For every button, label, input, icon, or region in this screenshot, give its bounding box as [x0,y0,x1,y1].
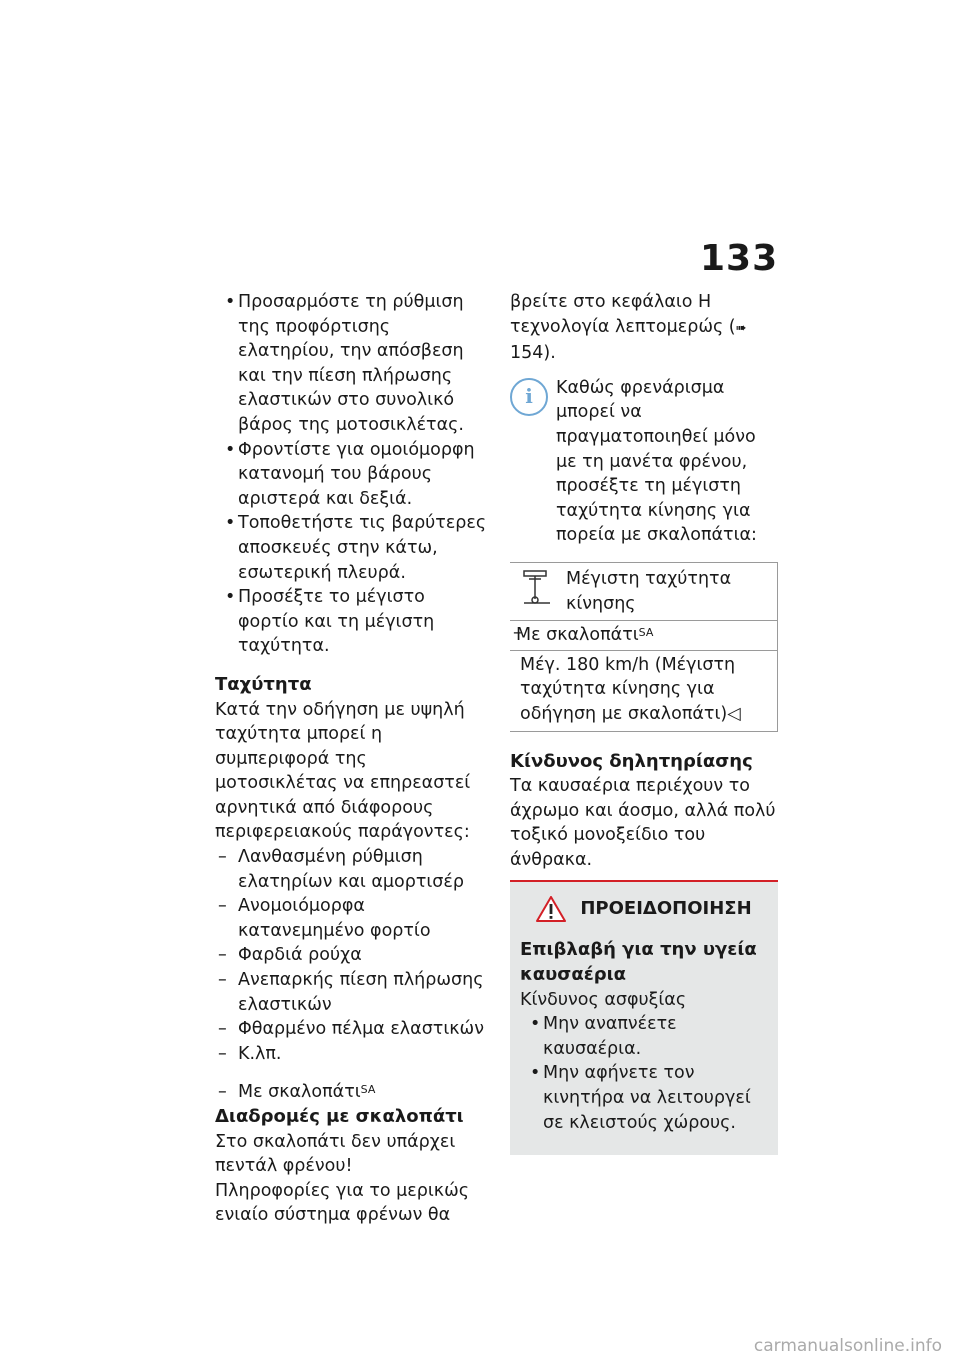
bullet-item: • Προσέξτε το μέγιστο φορτίο και τη μέγιστη ταχύτητα. [215,585,487,659]
factor-item: – Φθαρμένο πέλμα ελαστικών [215,1017,487,1042]
info-note [510,376,778,548]
spec-header [510,563,777,621]
factor-item: – Φαρδιά ρούχα [215,943,487,968]
spec-title: Μέγιστη ταχύτητα κίνησης [566,568,732,614]
spec-table [510,562,778,732]
sidecase-label: Με σκαλοπάτι [238,1082,361,1103]
right-column [510,290,778,1155]
danger-heading: Κίνδυνος δηλητηρίασης [510,750,753,772]
reference-page[interactable]: 154). [510,343,556,364]
bullet-item: • Τοποθετήστε τις βαρύτερες αποσκευές στην κάτω, εσωτερική πλευρά. [215,511,487,585]
warning-triangle-icon [536,896,566,922]
routes-text: Στο σκαλοπάτι δεν υπάρχει πεντάλ φρένου! [215,1131,456,1177]
sidecase-condition [215,1080,487,1105]
spec-condition [510,621,777,651]
danger-text: Τα καυσαέρια περιέχουν το άχρωμο και άοσμο, αλλά πολύ τοξικό μονοξείδιο του άνθρακα. [510,776,776,870]
speed-text: Κατά την οδήγηση με υψηλή ταχύτητα μπορεί η συμπεριφορά της μοτοσικλέτας να επηρεαστεί αρνητικά από διάφορους περιφερειακούς παράγοντες: [215,699,471,843]
warning-item: • Μην αναπνέετε καυσαέρια. [520,1012,768,1061]
continue-text [510,290,778,366]
bullet-item: • Προσαρμόστε τη ρύθμιση της προφόρτισης ελατηρίου, την απόσβεση και την πίεση πλήρωσης ελαστικών στο συνολικό βάρος της μοτοσικλέτας. [215,290,487,438]
spec-condition-label: Με σκαλοπάτι [516,625,639,646]
factor-item: – Λανθασμένη ρύθμιση ελατηρίων και αμορτισέρ [215,845,487,894]
routes-heading: Διαδρομές με σκαλοπάτι [215,1106,464,1127]
sa-tag: SA [360,1083,376,1097]
spec-sa-tag: SA [638,626,654,640]
factor-item: – Ανομοιόμορφα κατανεμημένο φορτίο [215,894,487,943]
factor-item: – Ανεπαρκής πίεση πλήρωσης ελαστικών [215,968,487,1017]
page-number: 133 [700,238,779,279]
warning-subject: Επιβλαβή για την υγεία καυσαέρια [520,939,757,986]
reference-arrow-icon: ➠ [735,320,747,336]
routes-text-2: Πληροφορίες για το μερικώς ενιαίο σύστημα φρένων θα [215,1180,470,1226]
warning-risk: Κίνδυνος ασφυξίας [520,989,687,1010]
warning-box [510,880,778,1155]
spec-value: Μέγ. 180 km/h (Μέγιστη ταχύτητα κίνησης για οδήγηση με σκαλοπάτι)◁ [520,654,741,724]
info-icon: i [510,378,548,416]
factor-item: – Κ.λπ. [215,1042,487,1067]
warning-item: • Μην αφήνετε τον κινητήρα να λειτουργεί σε κλειστούς χώρους. [520,1061,768,1135]
continue-text-body: βρείτε στο κεφάλαιο Η τεχνολογία λεπτομερώς ( [510,292,736,337]
speed-heading: Ταχύτητα [215,673,312,695]
info-text: Καθώς φρενάρισμα μπορεί να πραγματοποιηθεί μόνο με τη μανέτα φρένου, προσέξτε τη μέγιστη ταχύτητα κίνησης για πορεία με σκαλοπάτια: [556,377,757,546]
bullet-item: • Φροντίστε για ομοιόμορφη κατανομή του βάρους αριστερά και δεξιά. [215,438,487,512]
warning-title-row [520,896,768,922]
gauge-icon [520,567,556,607]
left-column [215,290,487,1228]
warning-title: ΠΡΟΕΙΔΟΠΟΙΗΣΗ [580,898,752,920]
watermark: carmanualsonline.info [753,1336,942,1356]
